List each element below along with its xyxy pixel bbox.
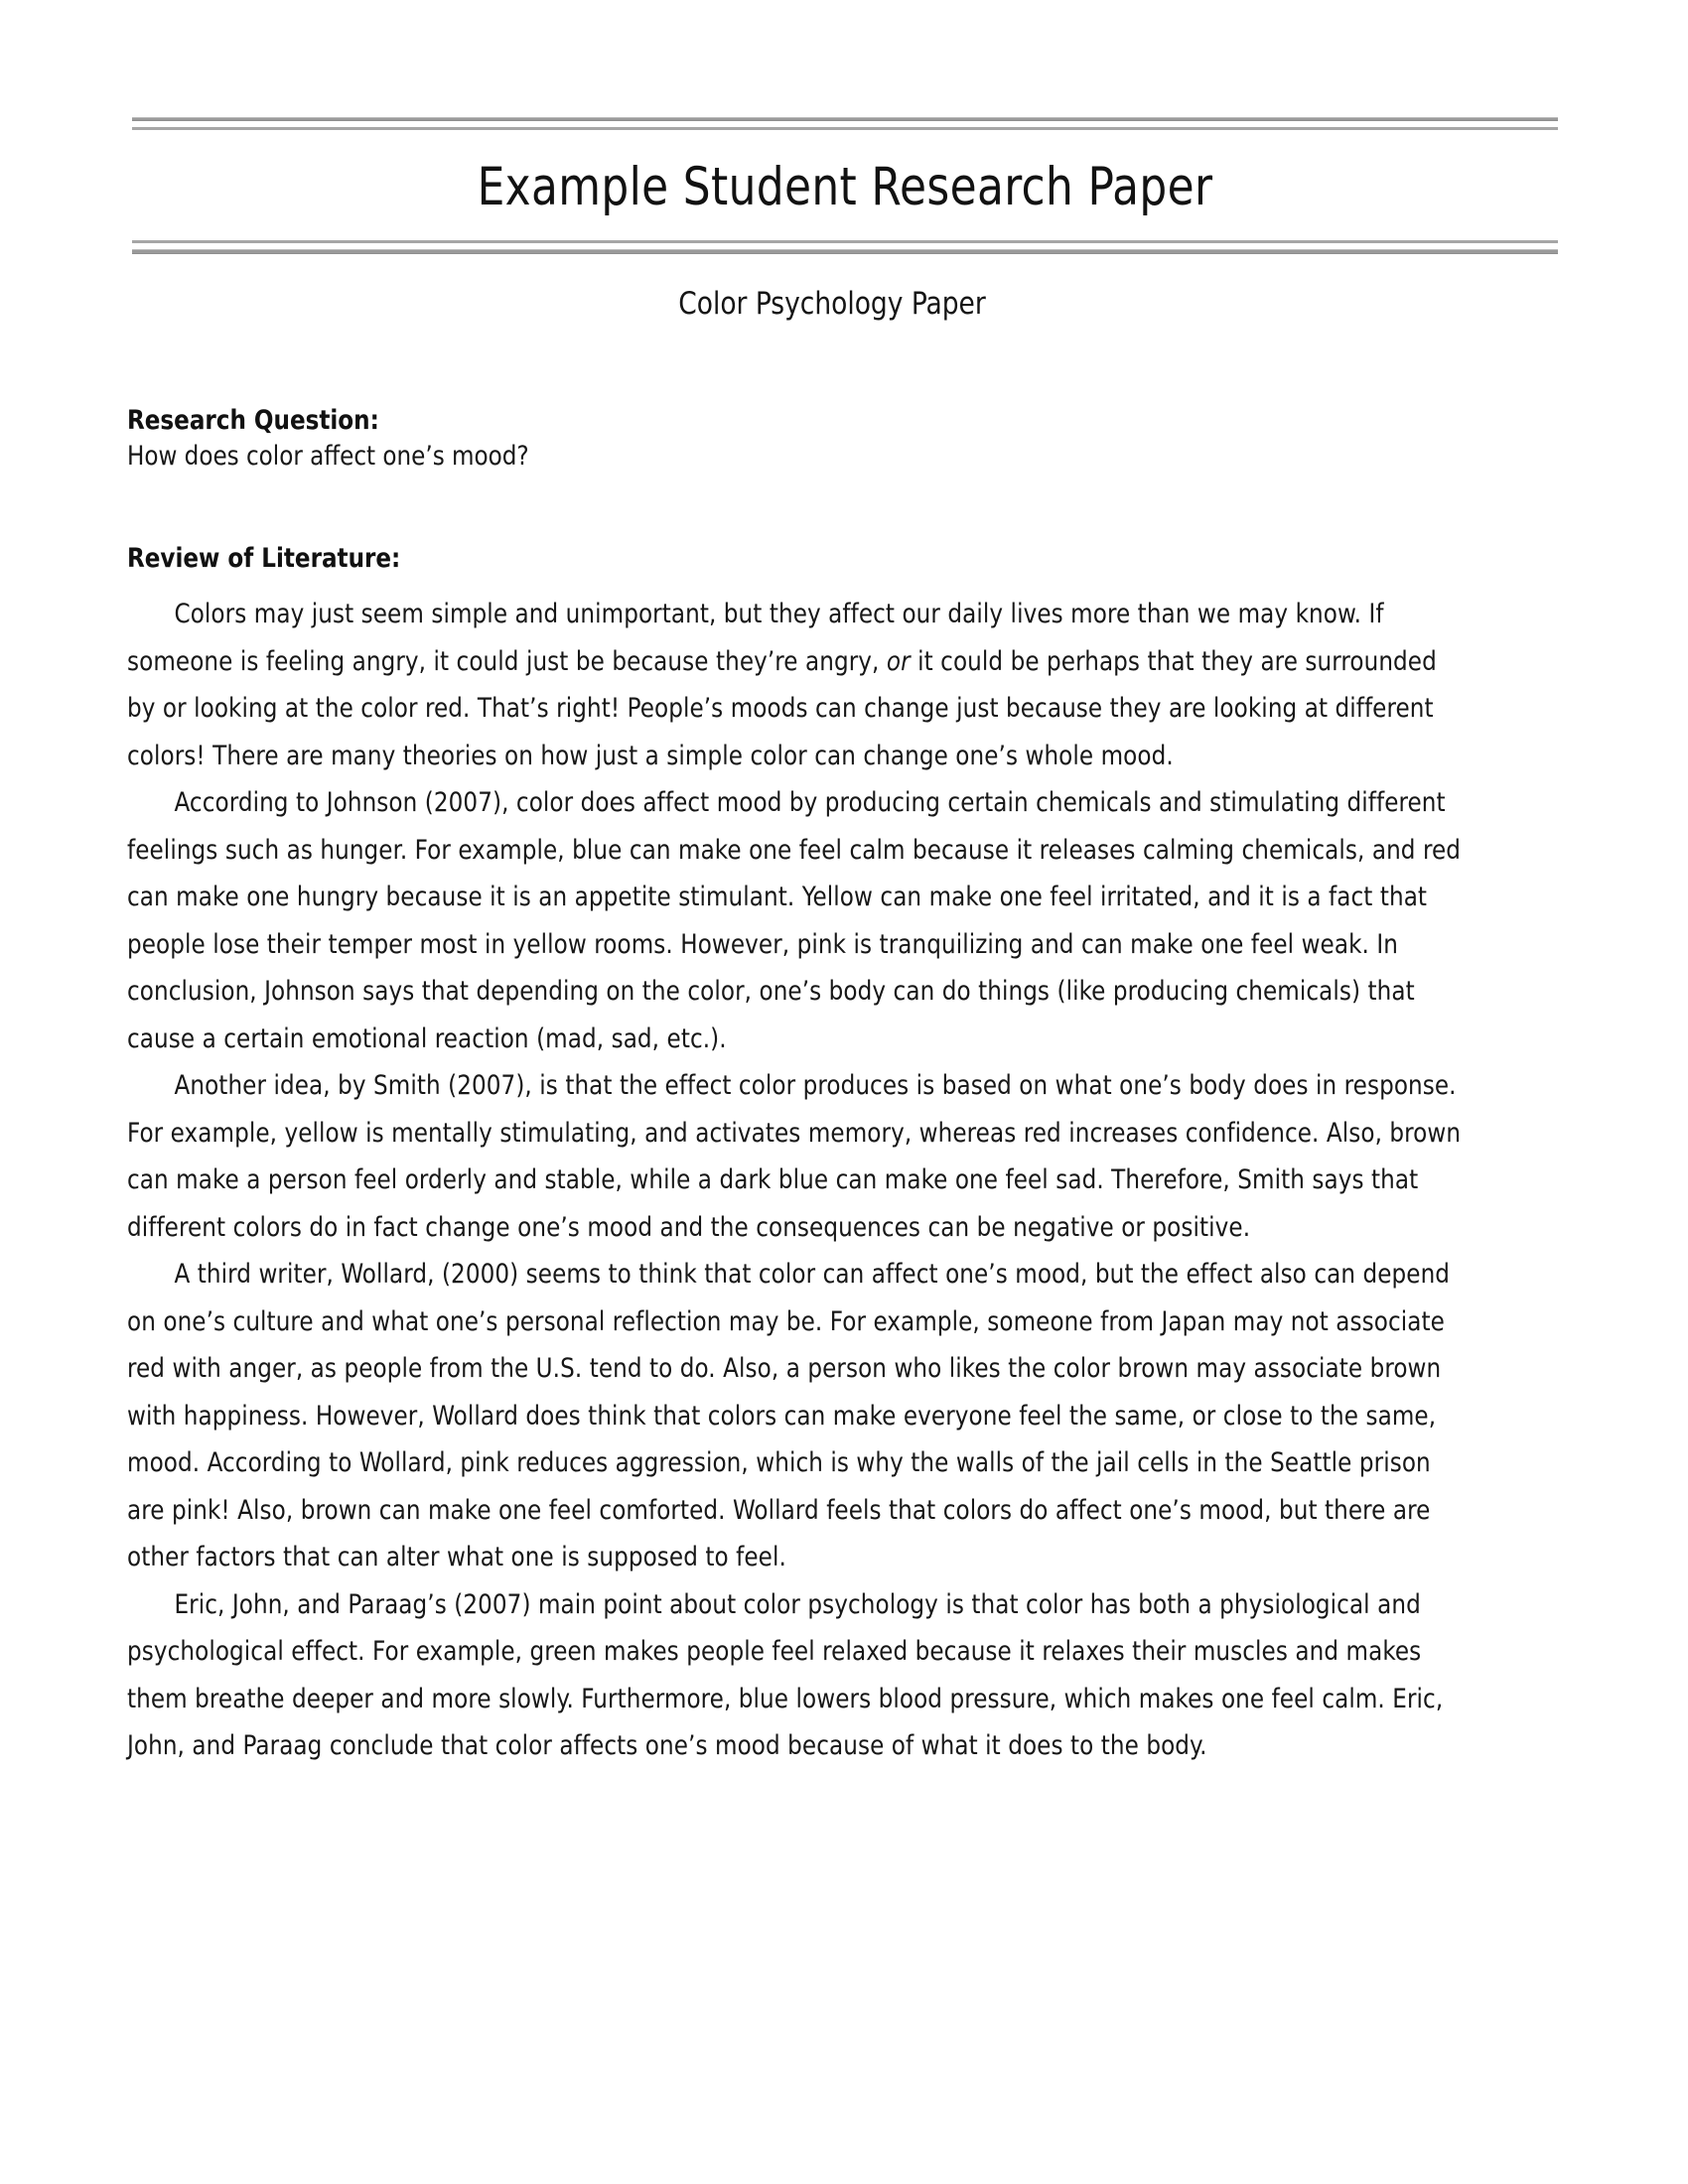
paragraph-text: According to Johnson (2007), color does affect mood by producing certain chemicals and stimulating different feelings such as hunger. For example, blue can make one feel calm because it releases calming chemicals, and red can make one hungry because it is an appetite stimulant. Yellow can make one feel irritated, and it is a fact that people lose their temper most in yellow rooms. However, pink is tranquilizing and can make one feel weak. In conclusion, Johnson says that depending on the color, one’s body can do things (like producing chemicals) that cause a certain emotional reaction (mad, sad, etc.). (127, 787, 1469, 1054)
paragraph-wollard (127, 1251, 1467, 1581)
heading-spacer (127, 577, 1537, 591)
document-subtitle: Color Psychology Paper (678, 286, 986, 322)
review-of-literature-heading: Review of Literature: (127, 542, 401, 574)
paragraph-text: Eric, John, and Paraag’s (2007) main point about color psychology is that color has both a physiological and psychological effect. For example, green makes people feel relaxed because it relaxes their muscles and makes them breathe deeper and more slowly. Furthermore, blue lowers blood pressure, which makes one feel calm. Eric, John, and Paraag conclude that color affects one’s mood because of what it does to the body. (127, 1588, 1451, 1762)
section-spacer (127, 476, 1537, 541)
document-body (127, 286, 1537, 1770)
paragraph-smith (127, 1062, 1467, 1251)
paragraph-text: A third writer, Wollard, (2000) seems to think that color can affect one’s mood, but the effect also can depend on one’s culture and what one’s personal reflection may be. For example, someone from Japan may not associate red with anger, as people from the U.S. tend to do. Also, a person who likes the color brown may associate brown with happiness. However, Wollard does think that colors can make everyone feel the same, or close to the same, mood. According to Wollard, pink reduces aggression, which is why the walls of the jail cells in the Seattle prison are pink! Also, brown can make one feel comforted. Wollard feels that colors do affect one’s mood, but there are other factors that can alter what one is supposed to feel. (127, 1259, 1458, 1573)
header-rule-bottom-thick (132, 249, 1558, 254)
emphasis-or: or (886, 645, 911, 677)
paragraph-eric-john-paraag (127, 1581, 1467, 1770)
paragraph-text-before-italic: Colors may just seem simple and unimportant, but they affect our daily lives more than we may know. If someone is feeling angry, it could just be because they’re angry, (127, 599, 1391, 677)
paragraph-johnson (127, 779, 1467, 1062)
paragraph-text: Another idea, by Smith (2007), is that the effect color produces is based on what one’s body does in response. For example, yellow is mentally stimulating, and activates memory, whereas red increases confidence. Also, brown can make a person feel orderly and stable, while a dark blue can make one feel sad. Therefore, Smith says that different colors do in fact change one’s mood and the consequences can be negative or positive. (127, 1070, 1469, 1243)
document-header (132, 117, 1558, 254)
paragraph-text-after-italic: it could be perhaps that they are surrounded by or looking at the color red. That’s right! People’s moods can change just because they are looking at different colors! There are many theories on how just a simple color can change one’s whole mood. (127, 645, 1445, 771)
header-rule-bottom (132, 240, 1558, 254)
paragraph-colors-intro (127, 591, 1467, 779)
research-question-text: How does color affect one’s mood? (127, 441, 529, 473)
page-title: Example Student Research Paper (477, 157, 1213, 217)
header-rule-top (132, 117, 1558, 130)
research-question-heading: Research Question: (127, 405, 379, 436)
